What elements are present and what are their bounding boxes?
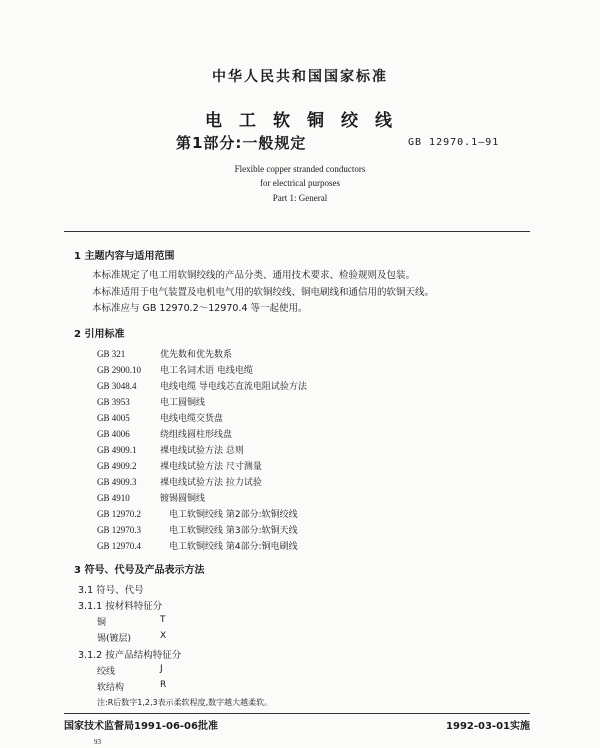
standard-number: GB 12970.1—91 — [408, 137, 500, 148]
reference-item — [97, 507, 298, 520]
document-subtitle: 第1部分:一般规定 — [176, 134, 307, 152]
reference-item — [97, 347, 232, 360]
reference-item — [97, 379, 307, 392]
reference-code: GB 4910 — [97, 493, 130, 503]
reference-code: GB 321 — [97, 349, 126, 359]
structure-symbol-name: 绞线 — [97, 667, 116, 677]
reference-title: 镀锡圆铜线 — [160, 494, 206, 504]
reference-code: GB 3048.4 — [97, 381, 137, 391]
structure-symbol-code: J — [160, 664, 163, 674]
reference-code: GB 4005 — [97, 413, 130, 423]
header-divider — [64, 231, 530, 232]
reference-title: 电工圆铜线 — [160, 398, 206, 408]
reference-code: GB 4909.1 — [97, 445, 137, 455]
footnote: 注:R后数字1,2,3表示柔软程度,数字越大越柔软。 — [97, 698, 273, 707]
material-symbol-name: 铜 — [97, 618, 107, 628]
reference-code: GB 4909.3 — [97, 477, 137, 487]
reference-code: GB 3953 — [97, 397, 130, 407]
section-1-paragraph-3: 本标准应与 GB 12970.2～12970.4 等一起使用。 — [92, 303, 308, 314]
reference-title: 裸电线试验方法 尺寸测量 — [160, 462, 262, 472]
reference-title: 裸电线试验方法 总则 — [160, 446, 244, 456]
reference-title: 电工名词术语 电线电缆 — [160, 366, 253, 376]
reference-code: GB 12970.2 — [97, 509, 142, 519]
subsection-3-1: 3.1 符号、代号 — [78, 585, 144, 596]
reference-code: GB 2900.10 — [97, 365, 142, 375]
section-1-heading: 1 主题内容与适用范围 — [74, 251, 175, 262]
reference-item — [97, 523, 298, 536]
reference-title: 电线电缆交货盘 — [160, 414, 224, 424]
material-symbol-code: X — [160, 631, 167, 641]
material-symbol-code: T — [160, 615, 166, 625]
reference-item — [97, 539, 298, 552]
english-title-line-3: Part 1: General — [272, 193, 328, 203]
reference-item — [97, 411, 223, 424]
country-standard-heading: 中华人民共和国国家标准 — [212, 69, 388, 85]
structure-symbol-code: R — [160, 680, 167, 690]
reference-title: 电工软铜绞线 第2部分:软铜绞线 — [169, 510, 298, 520]
section-2-heading: 2 引用标准 — [74, 329, 125, 340]
reference-title: 电工软铜绞线 第3部分:软铜天线 — [169, 526, 298, 536]
reference-code: GB 12970.3 — [97, 525, 142, 535]
section-1-paragraph-2: 本标准适用于电气装置及电机电气用的软铜绞线、铜电刷线和通信用的软铜天线。 — [92, 287, 435, 298]
document-title: 电工软铜绞线 — [205, 111, 409, 131]
footer-divider — [64, 713, 530, 714]
reference-title: 电工软铜绞线 第4部分:铜电刷线 — [169, 542, 298, 552]
reference-code: GB 4909.2 — [97, 461, 137, 471]
implementation-date: 1992-03-01实施 — [446, 721, 530, 732]
english-title-line-2: for electrical purposes — [260, 178, 340, 188]
page-number: 93 — [94, 738, 101, 746]
section-1-paragraph-1: 本标准规定了电工用软铜绞线的产品分类、通用技术要求、检验规则及包装。 — [92, 270, 416, 281]
reference-title: 裸电线试验方法 拉力试验 — [160, 478, 262, 488]
reference-code: GB 12970.4 — [97, 541, 142, 551]
reference-title: 优先数和优先数系 — [160, 350, 233, 360]
english-title-line-1: Flexible copper stranded conductors — [234, 164, 366, 174]
subsection-3-1-2: 3.1.2 按产品结构特征分 — [78, 650, 182, 661]
reference-item — [97, 459, 262, 472]
reference-item — [97, 363, 253, 376]
reference-code: GB 4006 — [97, 429, 130, 439]
material-symbol-name: 锡(镀层) — [97, 634, 132, 644]
approval-info: 国家技术监督局1991-06-06批准 — [64, 721, 218, 732]
reference-item — [97, 427, 232, 440]
reference-title: 绕组线圆柱形线盘 — [160, 430, 233, 440]
reference-item — [97, 475, 262, 488]
reference-item — [97, 443, 244, 456]
section-3-heading: 3 符号、代号及产品表示方法 — [74, 565, 205, 576]
reference-title: 电线电缆 导电线芯直流电阻试验方法 — [160, 382, 307, 392]
reference-item — [97, 491, 205, 504]
reference-item — [97, 395, 205, 408]
subsection-3-1-1: 3.1.1 按材料特征分 — [78, 601, 163, 612]
structure-symbol-name: 软结构 — [97, 683, 125, 693]
